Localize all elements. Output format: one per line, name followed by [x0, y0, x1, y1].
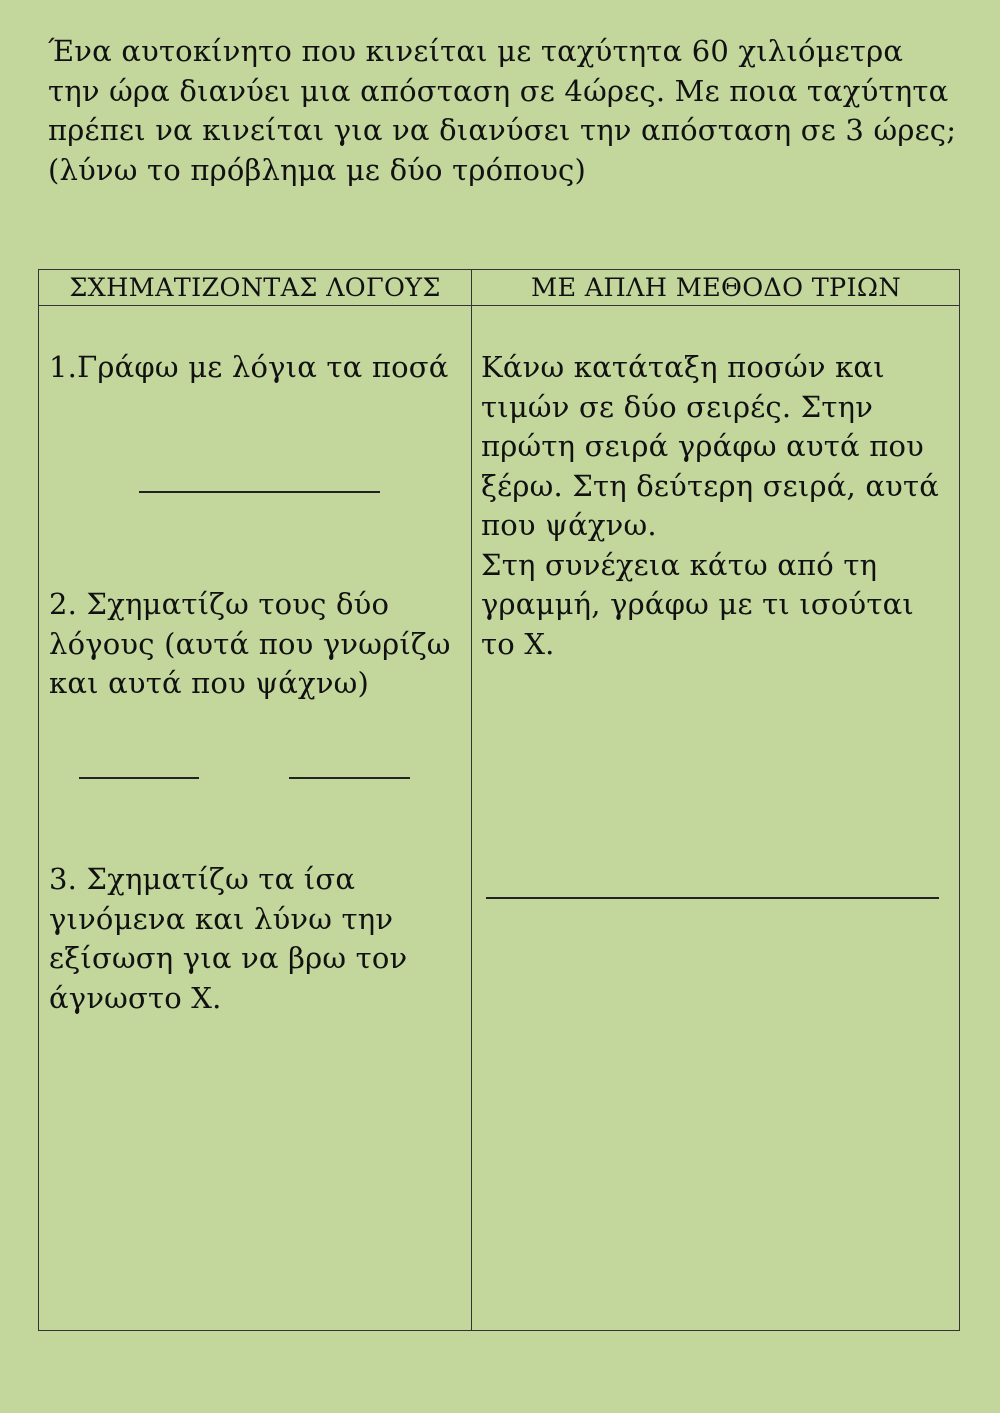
- solution-table: [38, 269, 960, 1331]
- step-2-ratio-line-right[interactable]: [289, 777, 410, 779]
- step-1-answer-line[interactable]: [139, 491, 380, 493]
- step-1-text: 1.Γράφω με λόγια τα ποσά: [49, 350, 449, 384]
- rule-of-three-instructions-part1: Κάνω κατάταξη ποσών και τιμών σε δύο σειρές. Στην πρώτη σειρά γράφω αυτά που ξέρω. Στη δεύτερη σειρά, αυτά που ψάχνω.: [481, 350, 939, 542]
- header-divider: [39, 305, 959, 306]
- problem-statement: Ένα αυτοκίνητο που κινείται με ταχύτητα 60 χιλιόμετρα την ώρα διανύει μια απόσταση σε 4ώρες. Με ποια ταχύτητα πρέπει να κινείται για να διανύσει την απόσταση σε 3 ώρες; (λύνω το πρόβλημα με δύο τρόπους): [48, 34, 957, 187]
- rule-of-three-answer-line[interactable]: [486, 897, 939, 899]
- header-ratios-method: ΣΧΗΜΑΤΙΖΟΝΤΑΣ ΛΟΓΟΥΣ: [69, 273, 441, 303]
- rule-of-three-instructions-part2: Στη συνέχεια κάτω από τη γραμμή, γράφω με τι ισούται το Χ.: [481, 547, 914, 661]
- column-divider: [471, 270, 472, 1330]
- step-3-text: 3. Σχηματίζω τα ίσα γινόμενα και λύνω την εξίσωση για να βρω τον άγνωστο Χ.: [49, 862, 408, 1015]
- step-2-ratio-line-left[interactable]: [79, 777, 199, 779]
- header-rule-of-three: ΜΕ ΑΠΛΗ ΜΕΘΟΔΟ ΤΡΙΩΝ: [531, 273, 901, 303]
- step-2-text: 2. Σχηματίζω τους δύο λόγους (αυτά που γνωρίζω και αυτά που ψάχνω): [49, 587, 451, 700]
- rule-of-three-instructions: [481, 348, 956, 664]
